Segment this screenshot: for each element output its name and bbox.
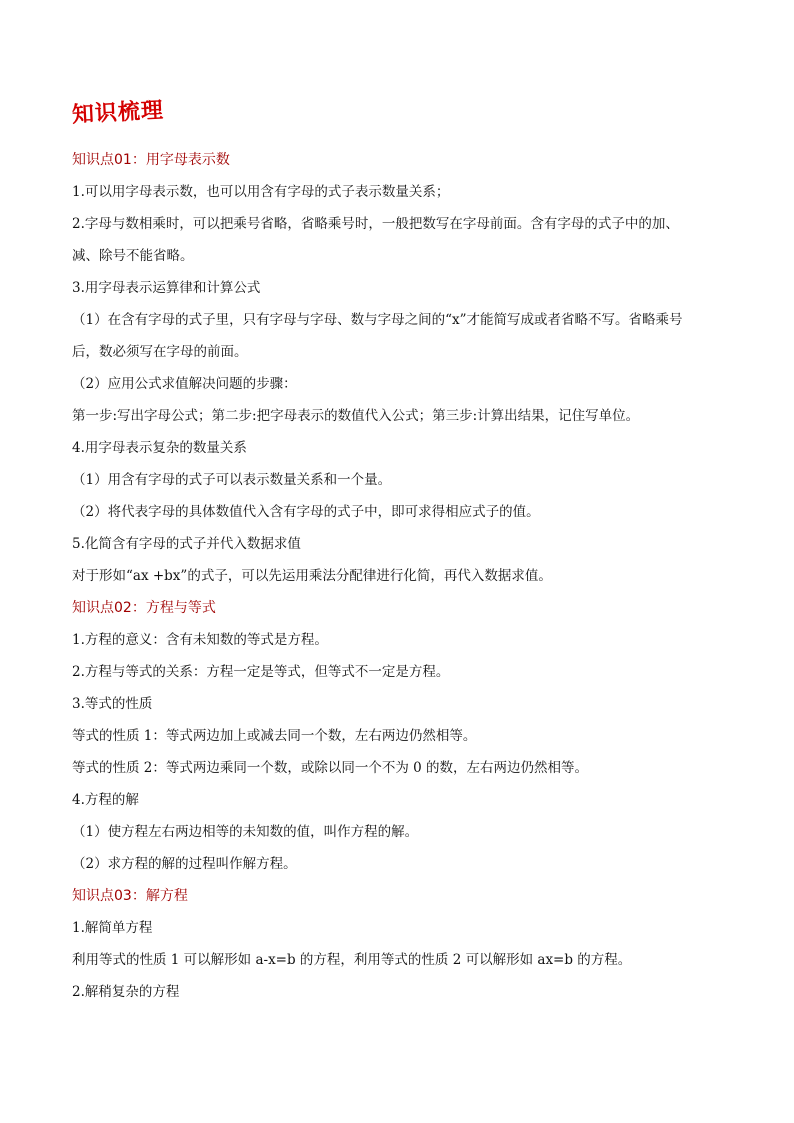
text-line: 利用等式的性质 1 可以解形如 a-x=b 的方程，利用等式的性质 2 可以解形如 ax=b 的方程。 (72, 952, 632, 968)
text-line: 3.等式的性质 (72, 696, 153, 712)
text-line: 等式的性质 1：等式两边加上或减去同一个数，左右两边仍然相等。 (72, 728, 477, 744)
text-line: 第一步:写出字母公式；第二步:把字母表示的数值代入公式；第三步:计算出结果，记住写单位。 (72, 408, 640, 424)
text-line: （1）在含有字母的式子里，只有字母与字母、数与字母之间的“x”才能简写成或者省略不写。省略乘号 (72, 312, 683, 328)
section-heading: 知识点01：用字母表示数 (72, 152, 230, 168)
text-line: 1.解简单方程 (72, 920, 153, 936)
text-line: 4.方程的解 (72, 792, 139, 808)
text-line: （1）使方程左右两边相等的未知数的值，叫作方程的解。 (72, 824, 419, 840)
text-line: （1）用含有字母的式子可以表示数量关系和一个量。 (72, 472, 392, 488)
section-knowledge-02 (72, 592, 732, 880)
text-line: （2）求方程的解的过程叫作解方程。 (72, 856, 297, 872)
document-page (72, 98, 732, 1008)
section-knowledge-01 (72, 144, 732, 592)
section-heading: 知识点02：方程与等式 (72, 600, 216, 616)
text-line: 2.解稍复杂的方程 (72, 984, 180, 1000)
section-heading: 知识点03：解方程 (72, 888, 188, 904)
text-line: 等式的性质 2：等式两边乘同一个数，或除以同一个不为 0 的数，左右两边仍然相等。 (72, 760, 589, 776)
text-line: 4.用字母表示复杂的数量关系 (72, 440, 247, 456)
text-line: 后，数必须写在字母的前面。 (72, 344, 248, 360)
text-line: 减、除号不能省略。 (72, 248, 194, 264)
text-line: 对于形如“ax +bx”的式子，可以先运用乘法分配律进行化简，再代入数据求值。 (72, 568, 552, 584)
text-line: 3.用字母表示运算律和计算公式 (72, 280, 261, 296)
text-line: 2.字母与数相乘时，可以把乘号省略，省略乘号时，一般把数写在字母前面。含有字母的式子中的加、 (72, 216, 679, 232)
text-line: （2）将代表字母的具体数值代入含有字母的式子中，即可求得相应式子的值。 (72, 504, 540, 520)
text-line: （2）应用公式求值解决问题的步骤： (72, 376, 297, 392)
text-line: 2.方程与等式的关系：方程一定是等式，但等式不一定是方程。 (72, 664, 450, 680)
text-line: 1.可以用字母表示数，也可以用含有字母的式子表示数量关系； (72, 184, 450, 200)
page-title: 知识梳理 (71, 98, 165, 128)
text-line: 1.方程的意义：含有未知数的等式是方程。 (72, 632, 328, 648)
text-line: 5.化简含有字母的式子并代入数据求值 (72, 536, 301, 552)
section-knowledge-03 (72, 880, 732, 1008)
